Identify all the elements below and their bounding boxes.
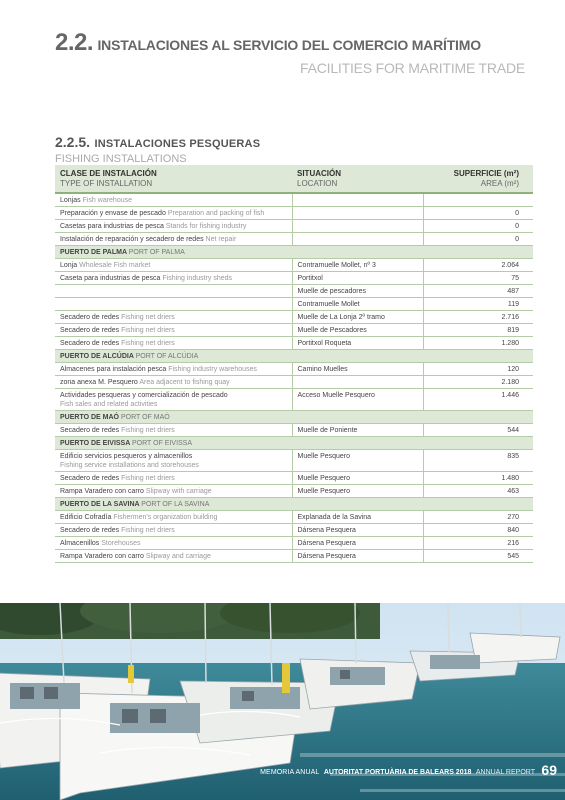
header-type-es: CLASE DE INSTALACIÓN <box>60 169 157 178</box>
header-type-en: TYPE OF INSTALLATION <box>60 179 153 188</box>
installation-type-es: Secadero de redes <box>60 475 120 482</box>
port-name-es: PUERTO DE PALMA <box>60 249 127 256</box>
header-location <box>292 165 423 193</box>
installation-type-en: Fishing net driers <box>121 527 175 534</box>
installation-type-en: Preparation and packing of fish <box>167 210 265 217</box>
installation-type-cell <box>55 233 292 246</box>
port-name-en: PORT OF EIVISSA <box>131 440 193 447</box>
table-row <box>55 272 533 285</box>
table-row <box>55 363 533 376</box>
table-row <box>55 472 533 485</box>
installation-type-cell <box>55 311 292 324</box>
port-name-cell <box>55 411 533 424</box>
section-title: INSTALACIONES PESQUERAS <box>94 138 261 150</box>
section-number: 2.2.5. <box>55 134 91 150</box>
location-cell: Muelle Pesquero <box>292 450 423 472</box>
area-cell: 2.064 <box>423 259 533 272</box>
installation-type-en: Fish sales and related activities <box>60 401 158 408</box>
port-group-row <box>55 411 533 424</box>
port-name-cell <box>55 246 533 259</box>
table-body <box>55 193 533 563</box>
table-row <box>55 259 533 272</box>
area-cell: 835 <box>423 450 533 472</box>
installation-type-cell <box>55 337 292 350</box>
table-row <box>55 324 533 337</box>
area-cell: 544 <box>423 424 533 437</box>
table-row <box>55 233 533 246</box>
installation-type-en: Net repair <box>205 236 237 243</box>
table-row <box>55 220 533 233</box>
port-name-es: PUERTO DE EIVISSA <box>60 440 131 447</box>
installation-type-cell <box>55 450 292 472</box>
installation-type-es: Caseta para industrias de pesca <box>60 275 161 282</box>
port-name-en: PORT OF PALMA <box>128 249 185 256</box>
installation-type-cell <box>55 363 292 376</box>
installation-type-en: Fishermen's organization building <box>113 514 218 521</box>
fishing-installations-table <box>55 165 533 563</box>
header-location-en: LOCATION <box>297 179 338 188</box>
installation-type-cell <box>55 472 292 485</box>
location-cell <box>292 233 423 246</box>
port-group-row <box>55 498 533 511</box>
installation-type-cell <box>55 220 292 233</box>
page-footer <box>260 761 557 782</box>
installation-type-es: Instalación de reparación y secadero de redes <box>60 236 204 243</box>
area-cell: 75 <box>423 272 533 285</box>
installation-type-en: Fishing industry sheds <box>162 275 233 282</box>
location-cell <box>292 207 423 220</box>
area-cell: 119 <box>423 298 533 311</box>
location-cell: Camino Muelles <box>292 363 423 376</box>
page-header <box>55 30 525 76</box>
installation-type-en: Fish warehouse <box>82 197 133 204</box>
installation-type-cell <box>55 424 292 437</box>
installation-type-es: Actividades pesqueras y comercialización de pescado <box>60 392 228 399</box>
installation-type-es: Lonja <box>60 262 78 269</box>
installation-type-en: Slipway with carriage <box>145 488 212 495</box>
location-cell: Muelle Pesquero <box>292 472 423 485</box>
location-cell: Muelle de Poniente <box>292 424 423 437</box>
port-group-row <box>55 246 533 259</box>
chapter-subtitle: FACILITIES FOR MARITIME TRADE <box>300 60 525 76</box>
installation-type-cell <box>55 324 292 337</box>
port-name-es: PUERTO DE LA SAVINA <box>60 501 140 508</box>
area-cell: 2.716 <box>423 311 533 324</box>
installation-type-es: Secadero de redes <box>60 314 120 321</box>
location-cell: Portitxol Roqueta <box>292 337 423 350</box>
installation-type-cell <box>55 193 292 207</box>
installation-type-en: Area adjacent to fishing quay <box>139 379 230 386</box>
area-cell: 840 <box>423 524 533 537</box>
location-cell: Muelle Pesquero <box>292 485 423 498</box>
section-heading <box>55 134 260 165</box>
location-cell: Acceso Muelle Pesquero <box>292 389 423 411</box>
table-row <box>55 337 533 350</box>
installation-type-en: Wholesale Fish market <box>79 262 151 269</box>
location-cell: Muelle de Pescadores <box>292 324 423 337</box>
installation-type-es: Secadero de redes <box>60 327 120 334</box>
table-row <box>55 424 533 437</box>
fishing-installations-table-wrapper <box>55 165 533 563</box>
page-number: 69 <box>541 762 557 778</box>
table-row <box>55 285 533 298</box>
table-row <box>55 311 533 324</box>
location-cell: Contramuelle Mollet, nº 3 <box>292 259 423 272</box>
port-name-es: PUERTO DE MAÓ <box>60 414 119 421</box>
installation-type-en: Fishing net driers <box>121 427 175 434</box>
port-name-cell <box>55 498 533 511</box>
section-subtitle: FISHING INSTALLATIONS <box>55 153 187 165</box>
area-cell: 1.480 <box>423 472 533 485</box>
installation-type-cell <box>55 285 292 298</box>
location-cell: Muelle de pescadores <box>292 285 423 298</box>
area-cell: 2.180 <box>423 376 533 389</box>
location-cell: Dársena Pesquera <box>292 537 423 550</box>
installation-type-es: Edificio Cofradía <box>60 514 112 521</box>
installation-type-es: Lonjas <box>60 197 81 204</box>
footer-memoria: MEMORIA ANUAL <box>260 769 320 776</box>
header-location-es: SITUACIÓN <box>297 169 341 178</box>
area-cell: 819 <box>423 324 533 337</box>
installation-type-cell <box>55 207 292 220</box>
installation-type-cell <box>55 259 292 272</box>
installation-type-en: Fishing service installations and storehouses <box>60 462 199 469</box>
table-row <box>55 537 533 550</box>
port-name-es: PUERTO DE ALCÚDIA <box>60 353 134 360</box>
table-row <box>55 376 533 389</box>
table-row <box>55 550 533 563</box>
installation-type-es: Almacenes para instalación pesca <box>60 366 167 373</box>
installation-type-en: Storehouses <box>101 540 141 547</box>
installation-type-es: Casetas para industrias de pesca <box>60 223 164 230</box>
table-row <box>55 450 533 472</box>
table-row <box>55 389 533 411</box>
installation-type-cell <box>55 537 292 550</box>
footer-organization: AUTORITAT PORTUÀRIA DE BALEARS 2018 <box>323 769 472 776</box>
installation-type-es: Preparación y envase de pescado <box>60 210 166 217</box>
installation-type-en: Fishing industry warehouses <box>168 366 257 373</box>
installation-type-es: Secadero de redes <box>60 340 120 347</box>
area-cell: 1.280 <box>423 337 533 350</box>
location-cell: Dársena Pesquera <box>292 550 423 563</box>
installation-type-es: Edificio servicios pesqueros y almacenillos <box>60 453 193 460</box>
location-cell <box>292 376 423 389</box>
area-cell: 0 <box>423 233 533 246</box>
header-area-en: AREA (m²) <box>480 179 519 188</box>
chapter-title: INSTALACIONES AL SERVICIO DEL COMERCIO MARÍTIMO <box>97 37 481 53</box>
installation-type-cell <box>55 524 292 537</box>
area-cell: 270 <box>423 511 533 524</box>
installation-type-en: Fishing net driers <box>121 327 175 334</box>
installation-type-es: Almacenillos <box>60 540 100 547</box>
chapter-number: 2.2. <box>55 29 94 56</box>
header-type <box>55 165 292 193</box>
installation-type-cell <box>55 511 292 524</box>
footer-annual-report: ANNUAL REPORT <box>475 769 535 776</box>
table-header-row <box>55 165 533 193</box>
port-group-row <box>55 350 533 363</box>
installation-type-cell <box>55 389 292 411</box>
section-title-line <box>55 134 260 152</box>
area-cell: 463 <box>423 485 533 498</box>
table-row <box>55 193 533 207</box>
area-cell: 487 <box>423 285 533 298</box>
location-cell <box>292 220 423 233</box>
installation-type-cell <box>55 298 292 311</box>
installation-type-en: Fishing net driers <box>121 340 175 347</box>
chapter-title-line <box>55 30 525 59</box>
table-row <box>55 511 533 524</box>
area-cell: 0 <box>423 220 533 233</box>
area-cell: 216 <box>423 537 533 550</box>
location-cell <box>292 193 423 207</box>
table-row <box>55 207 533 220</box>
installation-type-en: Fishing net driers <box>121 314 175 321</box>
header-area <box>423 165 533 193</box>
installation-type-en: Stands for fishing industry <box>165 223 247 230</box>
installation-type-es: Rampa Varadero con carro <box>60 488 144 495</box>
table-row <box>55 298 533 311</box>
area-cell: 545 <box>423 550 533 563</box>
port-name-en: PORT OF MAÓ <box>120 414 170 421</box>
location-cell: Dársena Pesquera <box>292 524 423 537</box>
installation-type-en: Slipway and carriage <box>145 553 211 560</box>
installation-type-es: zona anexa M. Pesquero <box>60 379 138 386</box>
location-cell: Contramuelle Mollet <box>292 298 423 311</box>
port-name-en: PORT OF LA SAVINA <box>141 501 210 508</box>
area-cell: 120 <box>423 363 533 376</box>
area-cell: 0 <box>423 207 533 220</box>
installation-type-es: Rampa Varadero con carro <box>60 553 144 560</box>
port-name-cell <box>55 350 533 363</box>
table-row <box>55 485 533 498</box>
location-cell: Explanada de la Savina <box>292 511 423 524</box>
port-name-en: PORT OF ALCÚDIA <box>135 353 199 360</box>
location-cell: Muelle de La Lonja 2º tramo <box>292 311 423 324</box>
installation-type-es: Secadero de redes <box>60 527 120 534</box>
installation-type-es: Secadero de redes <box>60 427 120 434</box>
port-group-row <box>55 437 533 450</box>
port-name-cell <box>55 437 533 450</box>
area-cell: 1.446 <box>423 389 533 411</box>
area-cell <box>423 193 533 207</box>
location-cell: Portitxol <box>292 272 423 285</box>
installation-type-cell <box>55 550 292 563</box>
installation-type-cell <box>55 376 292 389</box>
table-row <box>55 524 533 537</box>
installation-type-cell <box>55 485 292 498</box>
header-area-es: SUPERFICIE (m²) <box>453 169 519 178</box>
installation-type-en: Fishing net driers <box>121 475 175 482</box>
installation-type-cell <box>55 272 292 285</box>
